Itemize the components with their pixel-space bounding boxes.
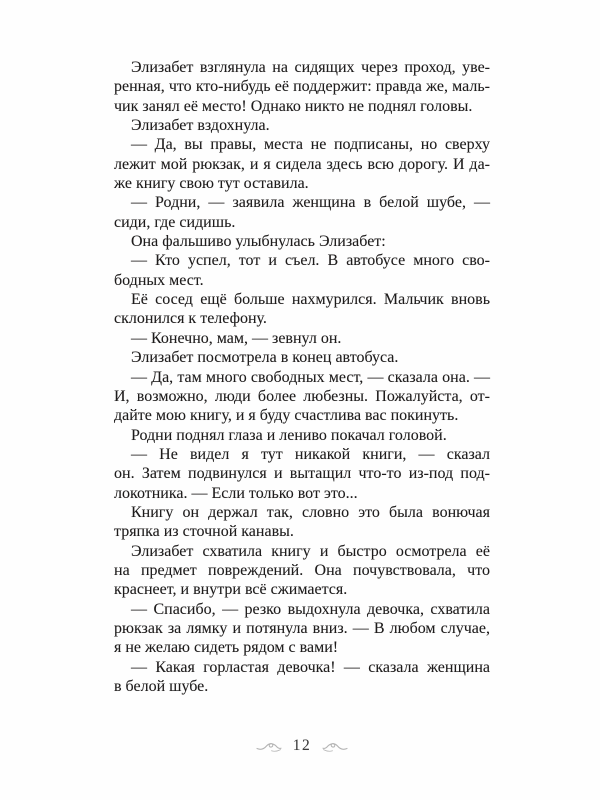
text-line: Её сосед ещё больше нахмурился. Мальчик вновь <box>131 291 490 309</box>
text-line: в белой шубе. <box>114 678 209 695</box>
text-line: краснеет, и внутри всё сжимается. <box>114 581 348 599</box>
text-line: тряпка из сточной канавы. <box>114 523 294 541</box>
text-line: Книгу он держал так, словно это была вонючая <box>131 503 490 521</box>
text-line: дайте мою книгу, и я буду счастлива вас покинуть. <box>114 407 459 425</box>
text-line: он. Затем подвинулся и вытащил что-то из-под под- <box>114 465 490 483</box>
page-footer <box>114 736 490 756</box>
text-line: на предмет повреждений. Она почувствовала, что <box>114 561 490 579</box>
text-line: лежит мой рюкзак, и я сидела здесь всю дорогу. И да- <box>114 155 490 173</box>
text-line: рюкзак за лямку и потянула вниз. — В любом случае, <box>114 619 490 637</box>
text-line: чик занял её место! Однако никто не поднял головы. <box>114 97 473 115</box>
text-line: — Конечно, мам, — зевнул он. <box>131 329 342 347</box>
text-line: — Да, вы правы, места не подписаны, но сверху <box>131 136 490 154</box>
text-line: же книгу свою тут оставила. <box>114 175 309 193</box>
text-line: — Спасибо, — резко выдохнула девочка, схватила <box>131 600 490 618</box>
text-line: локотника. — Если только вот это... <box>114 484 358 502</box>
text-line: я не желаю сидеть рядом с вами! <box>114 639 339 657</box>
text-line: Она фальшиво улыбнулась Элизабет: <box>131 233 386 251</box>
text-line: И, возможно, люди более любезны. Пожалуйста, от- <box>114 387 490 405</box>
page-number: 12 <box>292 737 312 755</box>
text-line: склонился к телефону. <box>114 310 267 328</box>
text-line: — Родни, — заявила женщина в белой шубе, — <box>131 194 490 212</box>
text-line: сиди, где сидишь. <box>114 213 236 231</box>
text-line: Родни поднял глаза и лениво покачал головой. <box>131 426 447 444</box>
flourish-right-icon <box>322 740 348 752</box>
text-line: — Не видел я тут никакой книги, — сказал <box>131 445 490 463</box>
flourish-left-icon <box>256 740 282 752</box>
text-line: — Кто успел, тот и съел. В автобусе много сво- <box>131 252 490 270</box>
text-line: Элизабет схватила книгу и быстро осмотрела её <box>131 542 490 560</box>
text-line: Элизабет посмотрела в конец автобуса. <box>131 349 399 367</box>
text-line: Элизабет взглянула на сидящих через проход, уве- <box>131 59 490 76</box>
text-line: ренная, что кто-нибудь её поддержит: правда же, маль- <box>114 78 490 96</box>
text-line: — Да, там много свободных мест, — сказала она. — <box>131 368 490 386</box>
text-line: бодных мест. <box>114 271 204 289</box>
text-line: Элизабет вздохнула. <box>131 117 270 135</box>
text-block <box>114 58 490 696</box>
text-line: — Какая горластая девочка! — сказала женщина <box>131 658 490 676</box>
